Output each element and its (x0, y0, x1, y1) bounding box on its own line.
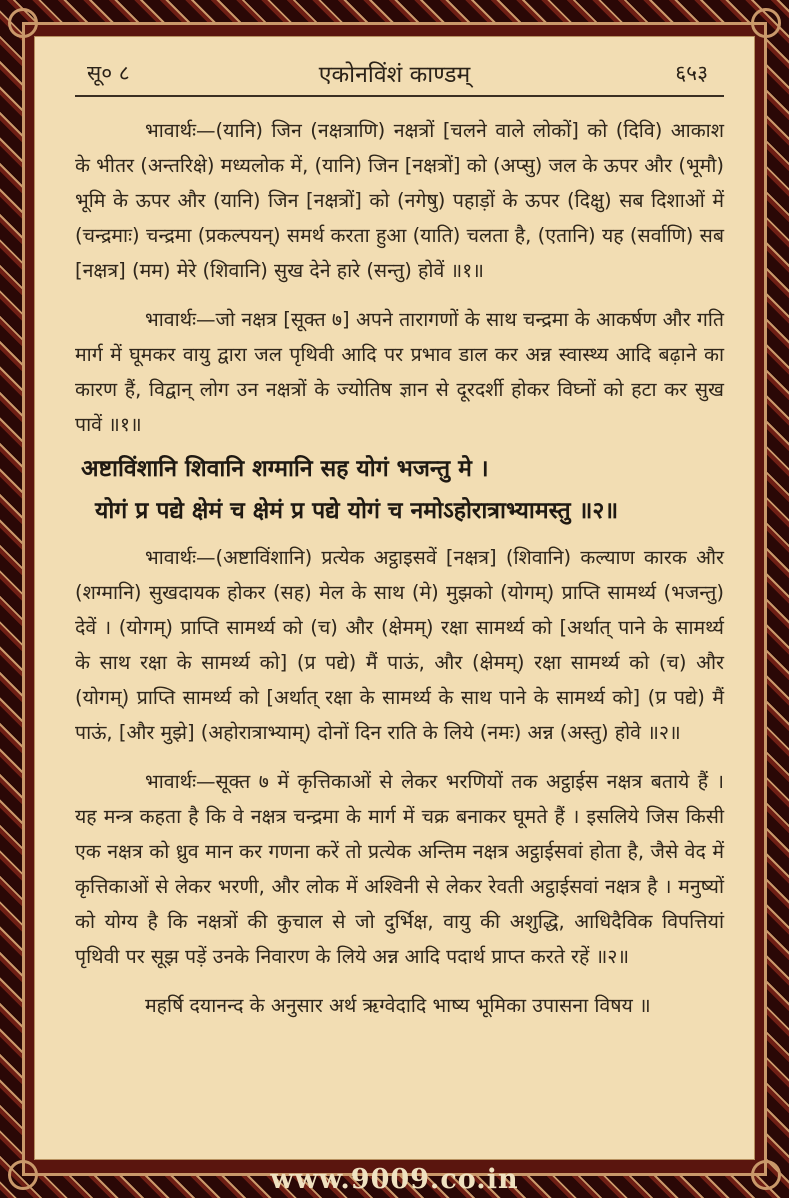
sukta-number: सू० ८ (87, 61, 130, 85)
scanned-page (34, 36, 755, 1160)
paragraph-bhavarth-4: भावार्थः—सूक्त ७ में कृत्तिकाओं से लेकर भरणियों तक अट्ठाईस नक्षत्र बताये हैं । यह मन्त्र कहता है कि वे नक्षत्र चन्द्रमा के मार्ग में चक्र बनाकर घूमते हैं । इसलिये जिस किसी एक नक्षत्र को ध्रुव मान कर गणना करें तो प्रत्येक अन्तिम नक्षत्र अट्ठाईसवां होता है, जैसे वेद में कृत्तिकाओं से लेकर भरणी, और लोक में अश्विनी से लेकर रेवती अट्ठाईसवां नक्षत्र है । मनुष्यों को योग्य है कि नक्षत्रों की कुचाल से जो दुर्भिक्ष, वायु की अशुद्धि, आधिदैविक विपत्तियां पृथिवी पर सूझ पड़ें उनके निवारण के लिये अन्न आदि पदार्थ प्राप्त करते रहें ॥२॥ (75, 770, 724, 968)
page-number: ६५३ (675, 61, 708, 85)
paragraph-reference: महर्षि दयानन्द के अनुसार अर्थ ऋग्वेदादि भाष्य भूमिका उपासना विषय ॥ (145, 994, 651, 1017)
corner-ornament-icon (8, 8, 38, 38)
mantra-line-2: योगं प्र पद्ये क्षेमं च क्षेमं प्र पद्ये योगं च नमोऽहोरात्राभ्यामस्तु ॥२॥ (95, 497, 619, 524)
header-rule (75, 95, 724, 97)
page-title: एकोनविंशं काण्डम् (318, 62, 471, 88)
paragraph-bhavarth-2: भावार्थः—जो नक्षत्र [सूक्त ७] अपने तारागणों के साथ चन्द्रमा के आकर्षण और गति मार्ग में घूमकर वायु द्वारा जल पृथिवी आदि पर प्रभाव डाल कर अन्न स्वास्थ्य आदि बढ़ाने का कारण हैं, विद्वान् लोग उन नक्षत्रों के ज्योतिष ज्ञान से दूरदर्शी होकर विघ्नों को हटा कर सुख पावें ॥१॥ (75, 308, 724, 436)
page-header (35, 37, 754, 89)
website-url: www.9009.co.in (270, 1164, 519, 1195)
paragraph-bhavarth-3: भावार्थः—(अष्टाविंशानि) प्रत्येक अट्ठाइसवें [नक्षत्र] (शिवानि) कल्याण कारक और (शग्मानि) सुखदायक होकर (सह) मेल के साथ (मे) मुझको (योगम्) प्राप्ति सामर्थ्य (भजन्तु) देवें । (योगम्) प्राप्ति सामर्थ्य को (च) और (क्षेमम्) रक्षा सामर्थ्य को [अर्थात् पाने के सामर्थ्य के साथ रक्षा के सामर्थ्य को] (प्र पद्ये) मैं पाऊं, और (क्षेमम्) रक्षा सामर्थ्य को (च) और (योगम्) प्राप्ति सामर्थ्य को [अर्थात् रक्षा के सामर्थ्य के साथ पाने के सामर्थ्य को] (प्र पद्ये) मैं पाऊं, [और मुझे] (अहोरात्राभ्याम्) दोनों दिन राति के लिये (नमः) अन्न (अस्तु) होवे ॥२॥ (75, 546, 724, 744)
corner-ornament-icon (751, 8, 781, 38)
mantra-line-1: अष्टाविंशानि शिवानि शग्मानि सह योगं भजन्तु मे । (81, 455, 489, 482)
page-body (75, 113, 724, 1023)
paragraph-bhavarth-1: भावार्थः—(यानि) जिन (नक्षत्राणि) नक्षत्रों [चलने वाले लोकों] को (दिवि) आकाश के भीतर (अन्तरिक्षे) मध्यलोक में, (यानि) जिन [नक्षत्रों] को (अप्सु) जल के ऊपर और (भूमौ) भूमि के ऊपर और (यानि) जिन [नक्षत्रों] को (नगेषु) पहाड़ों के ऊपर (दिक्षु) सब दिशाओं में (चन्द्रमाः) चन्द्रमा (प्रकल्पयन्) समर्थ करता हुआ (याति) चलता है, (एतानि) यह (सर्वाणि) सब [नक्षत्र] (मम) मेरे (शिवानि) सुख देने हारे (सन्तु) होवें ॥१॥ (75, 119, 724, 282)
mantra-block (81, 448, 724, 532)
